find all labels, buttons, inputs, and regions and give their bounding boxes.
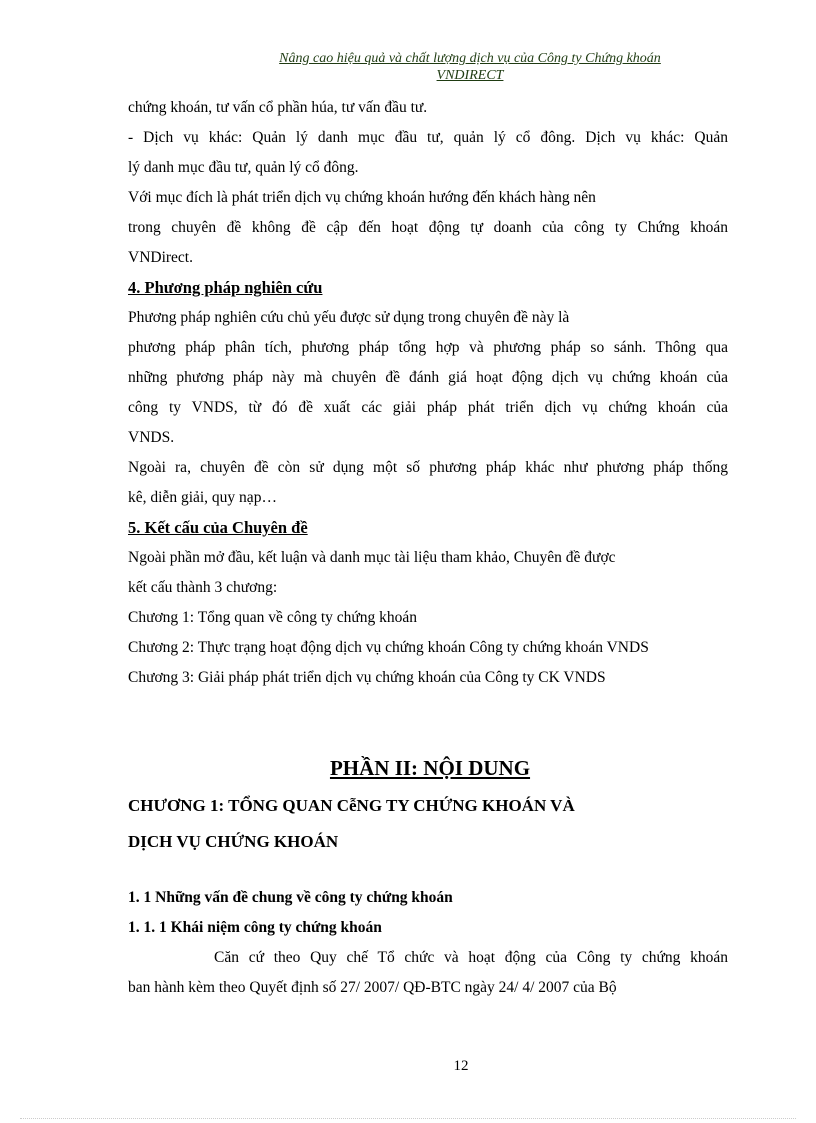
text-line: ban hành kèm theo Quyết định số 27/ 2007/ QĐ-BTC ngày 24/ 4/ 2007 của Bộ [128,979,617,996]
text-line: VNDirect. [128,249,193,266]
page-bottom-divider [20,1118,796,1119]
page-number: 12 [453,1058,469,1074]
section-heading-5: 5. Kết cấu của Chuyên đề [128,518,308,537]
text-line: Phương pháp nghiên cứu chủ yếu được sử dụng trong chuyên đề này là [128,309,570,326]
subsection-heading: 1. 1. 1 Khái niệm công ty chứng khoán [128,919,382,936]
header-line-2: VNDIRECT [436,68,504,83]
text-line: công ty VNDS, từ đó đề xuất các giải pháp phát triển dịch vụ chứng khoán của [128,399,728,416]
document-body [128,94,728,1004]
text-line: những phương pháp này mà chuyên đề đánh giá hoạt động dịch vụ chứng khoán của [128,369,728,386]
chapter-heading: DỊCH VỤ CHỨNG KHOÁN [128,832,339,851]
running-header [230,50,710,84]
chapter-heading: CHƯƠNG 1: TỔNG QUAN CễNG TY CHỨNG KHOÁN VÀ [128,796,575,815]
text-line: Căn cứ theo Quy chế Tổ chức và hoạt động của Công ty chứng khoán [214,949,728,966]
text-line: trong chuyên đề không đề cập đến hoạt động tự doanh của công ty Chứng khoán [128,219,728,236]
subsection-heading: 1. 1 Những vấn đề chung về công ty chứng khoán [128,889,453,906]
text-line: lý danh mục đầu tư, quản lý cổ đông. [128,159,359,176]
chapter-list-item: Chương 2: Thực trạng hoạt động dịch vụ chứng khoán Công ty chứng khoán VNDS [128,639,649,656]
chapter-list-item: Chương 1: Tổng quan về công ty chứng khoán [128,609,418,626]
text-line: kê, diễn giải, quy nạp… [128,489,277,506]
text-line: - Dịch vụ khác: Quản lý danh mục đầu tư, quản lý cổ đông. Dịch vụ khác: Quản [128,129,728,146]
text-line: Với mục đích là phát triển dịch vụ chứng khoán hướng đến khách hàng nên [128,189,596,206]
text-line: VNDS. [128,429,175,446]
part-title: PHẦN II: NỘI DUNG [329,756,531,780]
text-line: phương pháp phân tích, phương pháp tổng hợp và phương pháp so sánh. Thông qua [128,339,728,356]
chapter-list-item: Chương 3: Giải pháp phát triển dịch vụ chứng khoán của Công ty CK VNDS [128,669,606,686]
text-line: Ngoài ra, chuyên đề còn sử dụng một số phương pháp khác như phương pháp thống [128,459,728,476]
text-line: Ngoài phần mở đầu, kết luận và danh mục tài liệu tham khảo, Chuyên đề được [128,549,616,566]
header-line-1: Nâng cao hiệu quả và chất lượng dịch vụ của Công ty Chứng khoán [279,51,661,66]
section-heading-4: 4. Phương pháp nghiên cứu [128,278,323,297]
text-line: kết cấu thành 3 chương: [128,579,278,596]
text-line: chứng khoán, tư vấn cổ phần húa, tư vấn đầu tư. [128,99,428,116]
